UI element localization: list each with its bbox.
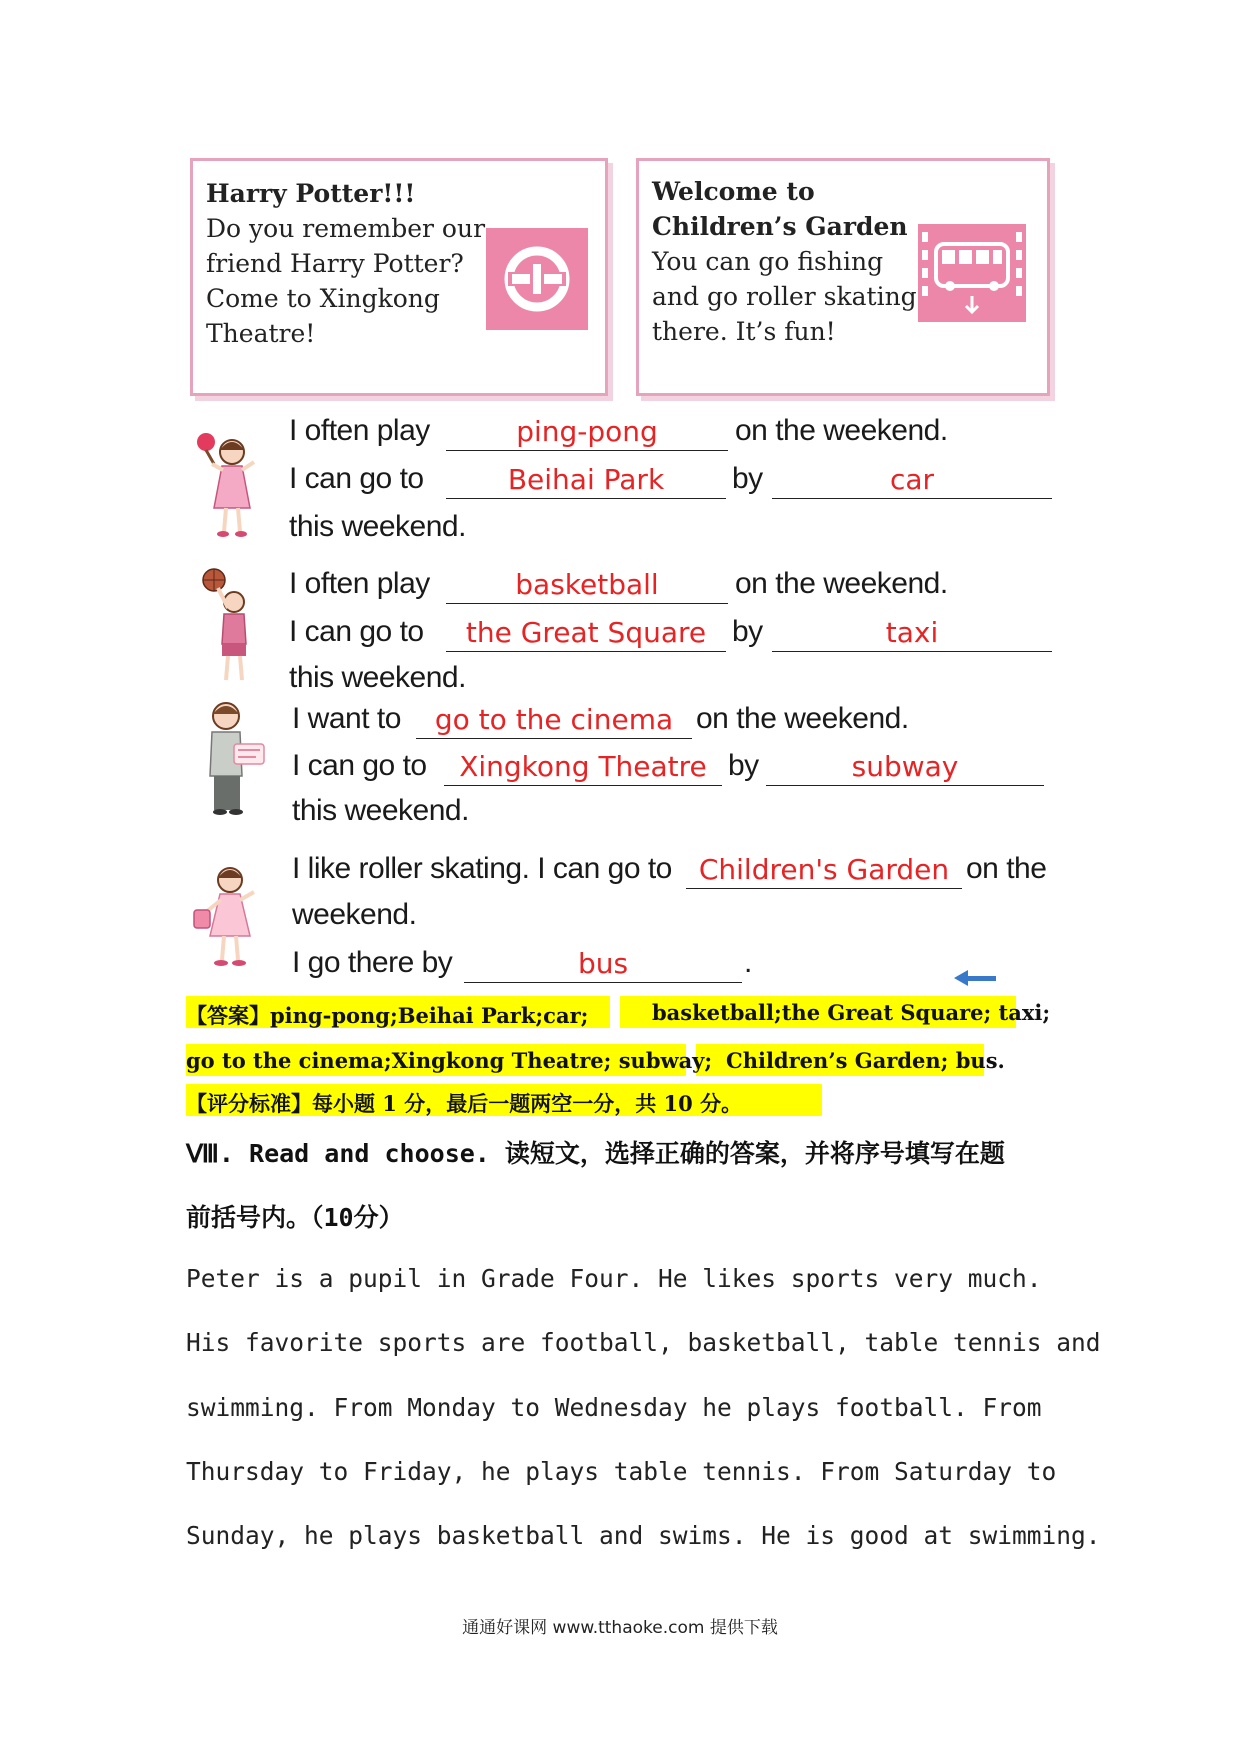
passage-line-4: Thursday to Friday, he plays table tennis. From Saturday to — [186, 1457, 1057, 1486]
card-title: Welcome to — [652, 177, 815, 206]
answer-line-1b: basketball;the Great Square; taxi; — [652, 1000, 1051, 1025]
exercise-2-answer-place: the Great Square — [446, 615, 726, 652]
exercise-3-line-1-suffix: on the weekend. — [696, 702, 909, 735]
exercise-2-line-3: this weekend. — [289, 661, 466, 694]
exercise-1-line-3: this weekend. — [289, 510, 466, 543]
exercise-4-answer-place: Children's Garden — [686, 852, 962, 889]
card-line: You can go fishing — [652, 247, 884, 276]
girl-ping-pong-illustration — [192, 428, 268, 538]
exercise-4-line-3-period: . — [744, 946, 752, 979]
exercise-4-line-3-prefix: I go there by — [292, 946, 453, 979]
exercise-1-line-2-prefix: I can go to — [289, 462, 424, 495]
exercise-1-answer-place: Beihai Park — [446, 462, 726, 499]
arrow-left-icon — [952, 968, 998, 988]
exercise-4-answer-transport: bus — [464, 946, 742, 983]
exercise-1-answer-transport: car — [772, 462, 1052, 499]
card-line: Theatre! — [206, 319, 316, 348]
exercise-3-line-3: this weekend. — [292, 794, 469, 827]
exercise-3-answer-place: Xingkong Theatre — [444, 749, 722, 786]
answer-line-2a: go to the cinema;Xingkong Theatre; subway; — [186, 1048, 713, 1073]
exercise-1-line-1-suffix: on the weekend. — [735, 414, 948, 447]
passage-line-5: Sunday, he plays basketball and swims. He is good at swimming. — [186, 1521, 1101, 1550]
card-line: friend Harry Potter? — [206, 249, 464, 278]
exercise-1-by-word: by — [732, 462, 763, 495]
section-title-line-1: Ⅷ. Read and choose. 读短文，选择正确的答案，并将序号填写在题 — [186, 1139, 1005, 1168]
section-title-line-2: 前括号内。（10分） — [186, 1203, 404, 1232]
answer-line-1a: 【答案】ping-pong;Beihai Park;car; — [186, 1003, 589, 1028]
card-line: there. It’s fun! — [652, 317, 836, 346]
passage-line-3: swimming. From Monday to Wednesday he plays football. From — [186, 1393, 1042, 1422]
exercise-2-line-1-prefix: I often play — [289, 567, 430, 600]
exercise-3-by-word: by — [728, 749, 759, 782]
card-title: Harry Potter!!! — [206, 179, 416, 208]
notice-card-childrens-garden-text — [652, 174, 917, 349]
exercise-4-line-1-suffix: on the — [966, 852, 1047, 885]
exercise-3-line-2-prefix: I can go to — [292, 749, 427, 782]
exercise-2-line-1-suffix: on the weekend. — [735, 567, 948, 600]
exercise-2-answer-transport: taxi — [772, 615, 1052, 652]
exercise-3-line-1-prefix: I want to — [292, 702, 401, 735]
answer-line-2b: Children’s Garden; bus. — [726, 1048, 1005, 1073]
bus-icon — [918, 224, 1026, 322]
exercise-3-answer-transport: subway — [766, 749, 1044, 786]
footer-watermark: 通通好课网 www.tthaoke.com 提供下载 — [462, 1618, 778, 1638]
exercise-2-by-word: by — [732, 615, 763, 648]
exercise-4-line-1-prefix: I like roller skating. I can go to — [292, 852, 672, 885]
exercise-1-answer-sport: ping-pong — [446, 414, 728, 451]
notice-card-harry-potter-text — [206, 176, 485, 351]
exercise-3-answer-activity: go to the cinema — [416, 702, 692, 739]
card-line: and go roller skating — [652, 282, 917, 311]
boy-with-ticket-illustration — [198, 700, 270, 820]
passage-line-1: Peter is a pupil in Grade Four. He likes sports very much. — [186, 1264, 1042, 1293]
exercise-2-line-2-prefix: I can go to — [289, 615, 424, 648]
subway-sign-icon — [486, 228, 588, 330]
exercise-4-line-2: weekend. — [292, 898, 417, 931]
scoring-standard: 【评分标准】每小题 1 分，最后一题两空一分，共 10 分。 — [186, 1091, 743, 1116]
exercise-2-answer-sport: basketball — [446, 567, 728, 604]
girl-basketball-illustration — [196, 566, 266, 686]
card-title: Children’s Garden — [652, 212, 908, 241]
card-line: Come to Xingkong — [206, 284, 440, 313]
girl-roller-skating-illustration — [190, 862, 266, 974]
passage-line-2: His favorite sports are football, basketball, table tennis and — [186, 1328, 1101, 1357]
exercise-1-line-1-prefix: I often play — [289, 414, 430, 447]
card-line: Do you remember our — [206, 214, 486, 243]
